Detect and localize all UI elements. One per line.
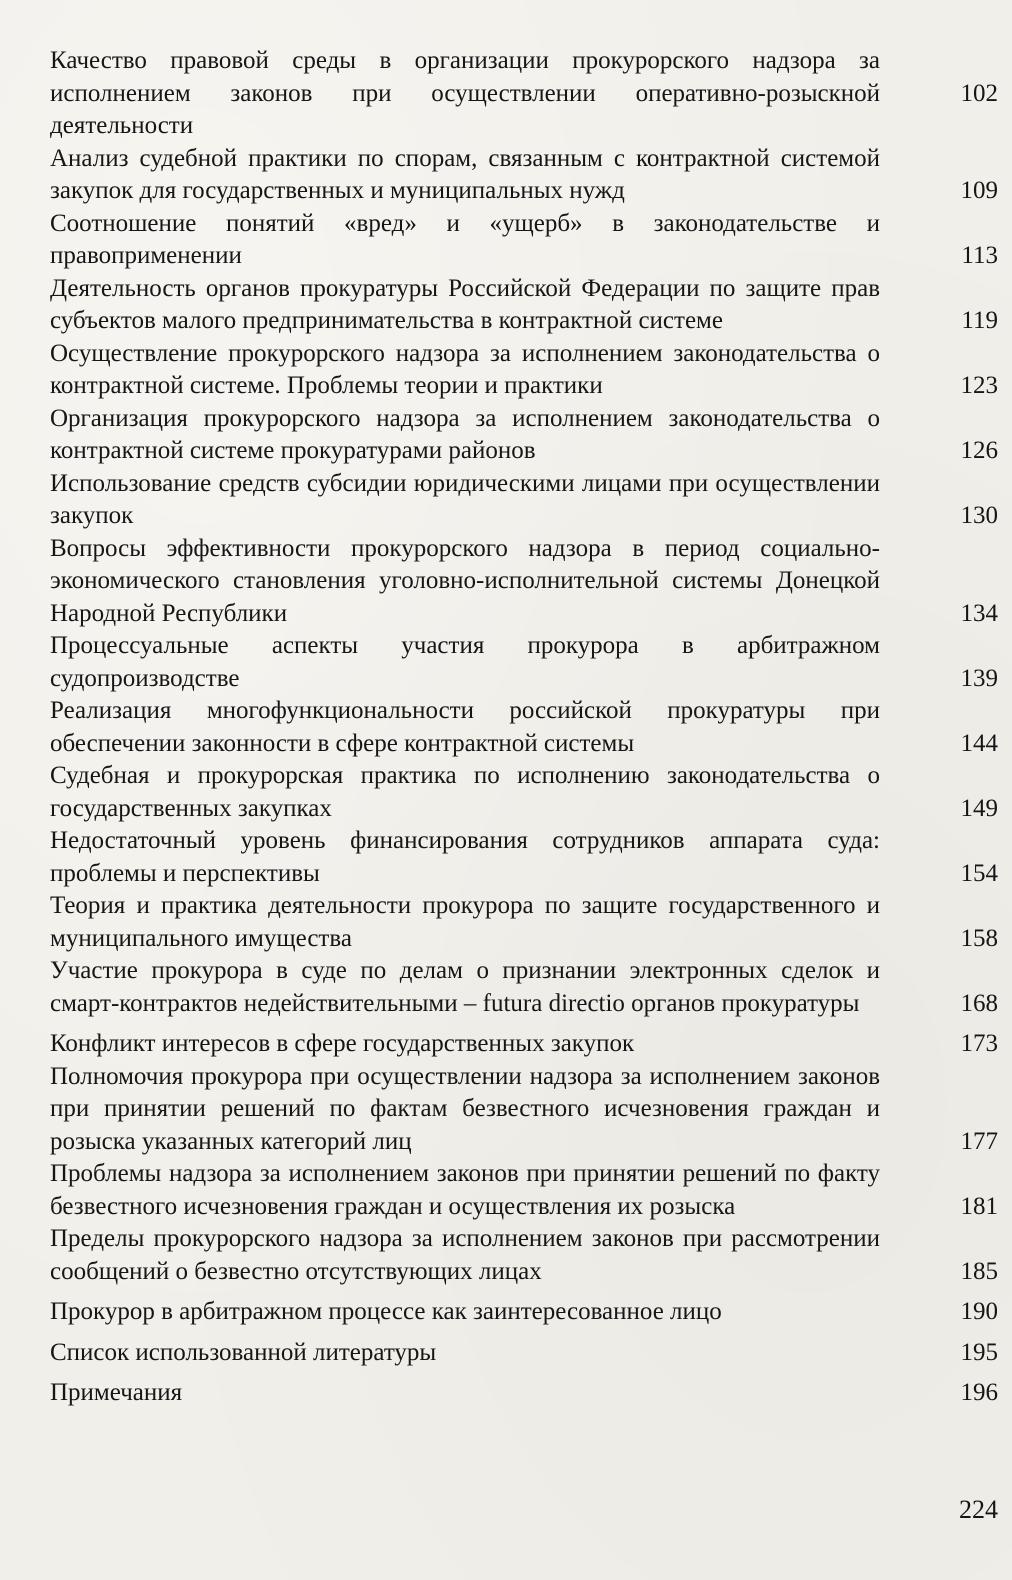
toc-entry xyxy=(50,208,998,273)
toc-entry xyxy=(50,1296,998,1329)
toc-entry xyxy=(50,1223,998,1288)
toc-entry xyxy=(50,468,998,533)
toc-entry-page: 126 xyxy=(960,437,998,464)
toc-entry xyxy=(50,1061,998,1159)
toc-entry xyxy=(50,890,998,955)
toc-entry-title: Использование средств субсидии юридическими лицами при осуществлении закупок xyxy=(50,469,880,529)
toc-entry xyxy=(50,630,998,695)
toc-entry-page: 177 xyxy=(960,1127,998,1155)
toc-entry-page: 134 xyxy=(960,599,998,627)
table-of-contents xyxy=(50,45,998,1410)
toc-entry-title: Пределы прокурорского надзора за исполнением законов при рассмотрении сообщений о безвестно отсутствующих лицах xyxy=(50,1225,880,1285)
toc-entry-title: Реализация многофункциональности российской прокуратуры при обеспечении законности в сфере контрактной системы xyxy=(50,697,880,757)
toc-entry-title: Судебная и прокурорская практика по исполнению законодательства о государственных закупках xyxy=(50,762,880,822)
toc-entry-title: Примечания xyxy=(50,1379,183,1406)
toc-entry xyxy=(50,338,998,403)
toc-entry-title: Конфликт интересов в сфере государственных закупок xyxy=(50,1030,635,1057)
toc-entry xyxy=(50,143,998,208)
toc-entry-title: Список использованной литературы xyxy=(50,1338,437,1366)
toc-entry-title: Организация прокурорского надзора за исполнением законодательства о контрактной системе прокуратурами районов xyxy=(50,404,880,464)
toc-entry-page: 196 xyxy=(960,1379,998,1406)
toc-entry-title: Деятельность органов прокуратуры Российской Федерации по защите прав субъектов малого предпринимательства в контрактной системе xyxy=(50,274,880,334)
toc-entry-page: 181 xyxy=(960,1192,998,1220)
toc-entry-page: 130 xyxy=(960,502,998,529)
toc-entry-title: Участие прокурора в суде по делам о признании электронных сделок и смарт-контрактов недействительными – futura directio органов прокуратуры xyxy=(50,957,880,1017)
toc-entry-page: 139 xyxy=(960,664,998,692)
toc-entry xyxy=(50,273,998,338)
toc-entry xyxy=(50,955,998,1020)
toc-entry-page: 102 xyxy=(960,79,998,107)
toc-entry-page: 149 xyxy=(960,794,998,822)
toc-entry-page: 195 xyxy=(960,1338,998,1366)
toc-entry-page: 109 xyxy=(960,177,998,204)
toc-entry xyxy=(50,533,998,631)
toc-entry-title: Осуществление прокурорского надзора за исполнением законодательства о контрактной системе. Проблемы теории и практики xyxy=(50,339,880,399)
toc-entry-page: 119 xyxy=(961,307,998,334)
toc-entry xyxy=(50,695,998,760)
toc-entry xyxy=(50,45,998,143)
toc-entry-title: Соотношение понятий «вред» и «ущерб» в законодательстве и правоприменении xyxy=(50,209,880,269)
toc-entry-title: Недостаточный уровень финансирования сотрудников аппарата суда: проблемы и перспективы xyxy=(50,827,880,887)
toc-entry-page: 190 xyxy=(960,1298,998,1325)
toc-entry xyxy=(50,403,998,468)
toc-entry-title: Проблемы надзора за исполнением законов при принятии решений по факту безвестного исчезновения граждан и осуществления их розыска xyxy=(50,1160,880,1220)
toc-entry-page: 154 xyxy=(960,859,998,887)
toc-entry-page: 123 xyxy=(960,372,998,399)
toc-entry-title: Процессуальные аспекты участия прокурора в арбитражном судопроизводстве xyxy=(50,632,880,692)
toc-entry-title: Теория и практика деятельности прокурора по защите государственного и муниципального имущества xyxy=(50,892,880,952)
toc-entry-title: Вопросы эффективности прокурорского надзора в период социально-экономического становления уголовно-исполнительной системы Донецкой Народной Республики xyxy=(50,534,880,627)
toc-entry xyxy=(50,1337,998,1370)
toc-entry-title: Полномочия прокурора при осуществлении надзора за исполнением законов при принятии решений по фактам безвестного исчезновения граждан и розыска указанных категорий лиц xyxy=(50,1062,880,1155)
toc-entry-title: Прокурор в арбитражном процессе как заинтересованное лицо xyxy=(50,1298,722,1325)
toc-entry xyxy=(50,1158,998,1223)
toc-entry-page: 168 xyxy=(960,989,998,1017)
toc-entry xyxy=(50,760,998,825)
toc-entry-title: Качество правовой среды в организации прокурорского надзора за исполнением законов при осуществлении оперативно-розыскной деятельности xyxy=(50,47,880,139)
toc-entry-page: 144 xyxy=(960,729,998,757)
toc-entry-page: 173 xyxy=(960,1030,998,1057)
toc-entry xyxy=(50,1377,998,1410)
toc-entry xyxy=(50,825,998,890)
toc-entry-page: 158 xyxy=(960,924,998,952)
toc-entry xyxy=(50,1028,998,1061)
toc-entry-title: Анализ судебной практики по спорам, связанным с контрактной системой закупок для государственных и муниципальных нужд xyxy=(50,144,880,204)
toc-entry-page: 113 xyxy=(961,242,998,269)
toc-entry-page: 185 xyxy=(960,1257,998,1285)
page-number: 224 xyxy=(959,1495,998,1524)
